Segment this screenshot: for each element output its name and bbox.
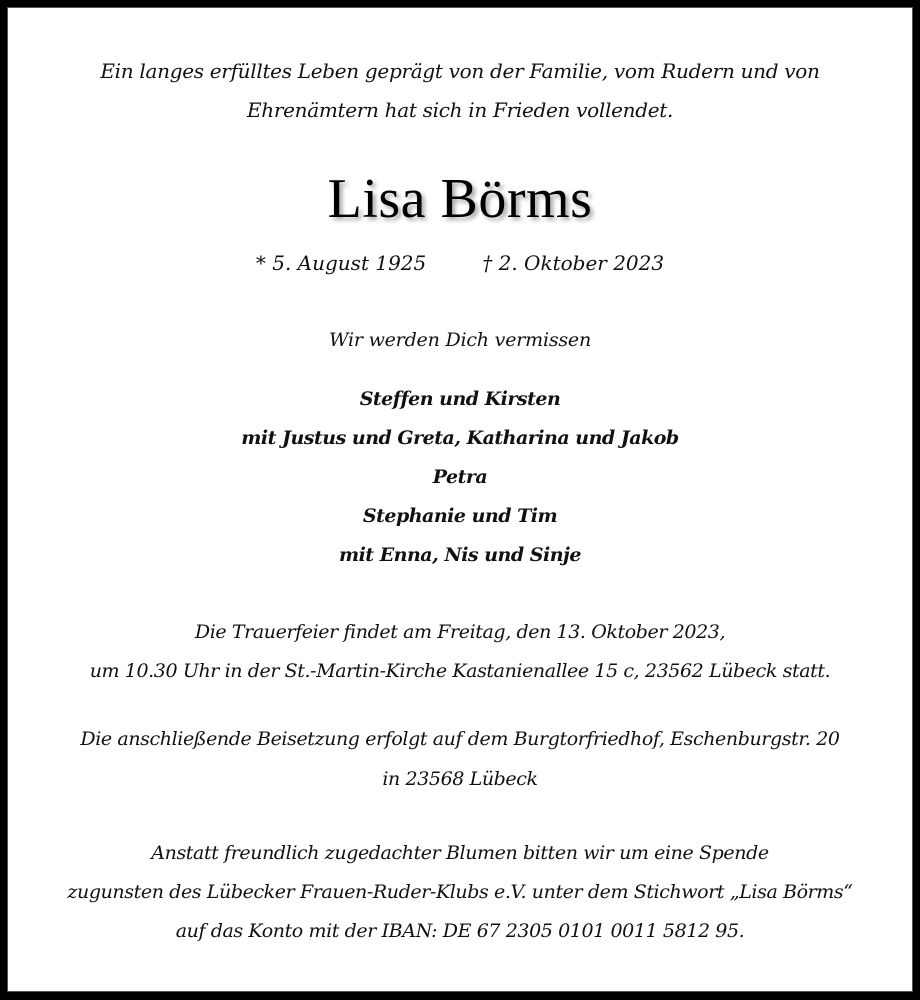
donation-line-2: zugunsten des Lübecker Frauen-Ruder-Klubs e.V. unter dem Stichwort „Lisa Börms“ bbox=[67, 881, 853, 903]
funeral-line-1: Die Trauerfeier findet am Freitag, den 13. Oktober 2023, bbox=[194, 621, 726, 643]
deceased-name: Lisa Börms bbox=[327, 168, 593, 230]
mourner-line-4: Stephanie und Tim bbox=[362, 505, 558, 527]
donation-line-3: auf das Konto mit der IBAN: DE 67 2305 0101 0011 5812 95. bbox=[175, 920, 745, 942]
farewell-line: Wir werden Dich vermissen bbox=[328, 329, 592, 351]
mourner-line-3: Petra bbox=[432, 466, 488, 488]
obituary-notice bbox=[7, 7, 913, 992]
mourner-line-2: mit Justus und Greta, Katharina und Jakob bbox=[241, 427, 679, 449]
burial-line-1: Die anschließende Beisetzung erfolgt auf dem Burgtorfriedhof, Eschenburgstr. 20 bbox=[80, 728, 840, 750]
mourner-line-5: mit Enna, Nis und Sinje bbox=[338, 544, 581, 566]
birth-date: * 5. August 1925 bbox=[255, 251, 427, 275]
funeral-line-2: um 10.30 Uhr in der St.-Martin-Kirche Kastanienallee 15 c, 23562 Lübeck statt. bbox=[89, 660, 831, 682]
death-date: † 2. Oktober 2023 bbox=[482, 251, 665, 275]
intro-line-1: Ein langes erfülltes Leben geprägt von der Familie, vom Rudern und von bbox=[100, 59, 820, 83]
donation-line-1: Anstatt freundlich zugedachter Blumen bitten wir um eine Spende bbox=[151, 842, 769, 864]
life-dates bbox=[7, 251, 913, 275]
mourner-line-1: Steffen und Kirsten bbox=[359, 388, 561, 410]
intro-line-2: Ehrenämtern hat sich in Frieden vollendet. bbox=[246, 98, 674, 122]
burial-line-2: in 23568 Lübeck bbox=[382, 768, 538, 790]
